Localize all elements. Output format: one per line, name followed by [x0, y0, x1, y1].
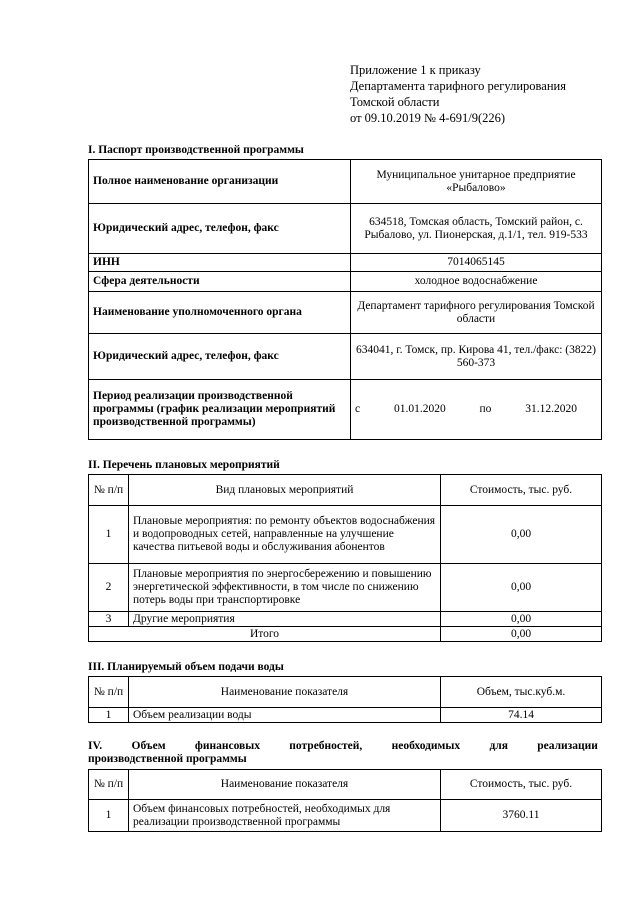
row-num: 3 [89, 612, 129, 627]
row-num: 1 [89, 708, 129, 723]
approval-line-2: Департамента тарифного регулирования [350, 79, 566, 93]
table-row [89, 272, 602, 292]
table-row [89, 160, 602, 204]
row-cost: 0,00 [441, 564, 602, 612]
col-header-name: Вид плановых мероприятий [129, 475, 441, 506]
section-4-title-line-2: производственной программы [88, 753, 247, 765]
section-1-title: I. Паспорт производственной программы [88, 144, 304, 156]
approval-line-4: от 09.10.2019 № 4-691/9(226) [350, 111, 506, 125]
section-4-title-word: Объем [131, 740, 166, 752]
inn-value: 7014065145 [351, 254, 602, 272]
row-name: Плановые мероприятия: по ремонту объектов водоснабжения и водопроводных сетей, направленные на улучшение качества питьевой воды и обслуживания абонентов [129, 506, 441, 564]
col-header-name: Наименование показателя [129, 770, 441, 800]
row-name: Объем реализации воды [129, 708, 441, 723]
section-3-title: III. Планируемый объем подачи воды [88, 661, 284, 673]
row-name: Объем финансовых потребностей, необходимых для реализации производственной программы [129, 800, 441, 832]
approval-line-3: Томской области [350, 95, 440, 109]
table-row [89, 708, 602, 723]
passport-table [88, 159, 602, 440]
section-4-title-word: необходимых [391, 740, 461, 752]
period-value [351, 380, 602, 440]
activity-value: холодное водоснабжение [351, 272, 602, 292]
period-label: Период реализации производственной программы (график реализации мероприятий производственной программы) [89, 380, 351, 440]
col-header-num: № п/п [89, 770, 129, 800]
period-from-word: с [355, 403, 361, 415]
org-name-value: Муниципальное унитарное предприятие «Рыбалово» [351, 160, 602, 204]
table-row [89, 292, 602, 334]
approval-block [350, 62, 566, 126]
section-4-title-word: IV. [88, 740, 103, 752]
table-row [89, 612, 602, 627]
table-row [89, 204, 602, 254]
table-row [89, 334, 602, 380]
period-from-date: 01.01.2020 [393, 403, 446, 415]
activity-label: Сфера деятельности [89, 272, 351, 292]
row-value: 74.14 [441, 708, 602, 723]
section-4-title-word: финансовых [194, 740, 260, 752]
row-name: Плановые мероприятия по энергосбережению и повышению энергетической эффективности, в том числе по снижению потерь воды при транспортировке [129, 564, 441, 612]
col-header-cost: Стоимость, тыс. руб. [441, 770, 602, 800]
row-num: 2 [89, 564, 129, 612]
authority-value: Департамент тарифного регулирования Томской области [351, 292, 602, 334]
col-header-name: Наименование показателя [129, 677, 441, 708]
financial-needs-table [88, 769, 602, 832]
authority-address-value: 634041, г. Томск, пр. Кирова 41, тел./факс: (3822) 560-373 [351, 334, 602, 380]
section-4-title [88, 740, 598, 766]
table-row [89, 506, 602, 564]
row-cost: 0,00 [441, 506, 602, 564]
water-volume-table [88, 676, 602, 723]
table-row [89, 254, 602, 272]
section-4-title-word: для [489, 740, 508, 752]
authority-address-label: Юридический адрес, телефон, факс [89, 334, 351, 380]
org-address-label: Юридический адрес, телефон, факс [89, 204, 351, 254]
table-row [89, 564, 602, 612]
col-header-volume: Объем, тыс.куб.м. [441, 677, 602, 708]
org-name-label: Полное наименование организации [89, 160, 351, 204]
authority-label: Наименование уполномоченного органа [89, 292, 351, 334]
table-header-row [89, 770, 602, 800]
col-header-num: № п/п [89, 475, 129, 506]
row-num: 1 [89, 506, 129, 564]
inn-label: ИНН [89, 254, 351, 272]
total-value: 0,00 [441, 627, 602, 642]
section-2-title: II. Перечень плановых мероприятий [88, 459, 280, 471]
col-header-cost: Стоимость, тыс. руб. [441, 475, 602, 506]
row-num: 1 [89, 800, 129, 832]
table-row [89, 800, 602, 832]
total-label: Итого [89, 627, 441, 642]
table-header-row [89, 475, 602, 506]
col-header-num: № п/п [89, 677, 129, 708]
row-cost: 0,00 [441, 612, 602, 627]
activities-table [88, 474, 602, 642]
total-row [89, 627, 602, 642]
row-value: 3760.11 [441, 800, 602, 832]
row-name: Другие мероприятия [129, 612, 441, 627]
period-to-word: по [479, 403, 492, 415]
approval-line-1: Приложение 1 к приказу [350, 63, 481, 77]
table-row [89, 380, 602, 440]
period-to-date: 31.12.2020 [525, 403, 577, 415]
section-4-title-word: потребностей, [289, 740, 363, 752]
org-address-value: 634518, Томская область, Томский район, с. Рыбалово, ул. Пионерская, д.1/1, тел. 919-533 [351, 204, 602, 254]
table-header-row [89, 677, 602, 708]
section-4-title-word: реализации [537, 740, 598, 752]
